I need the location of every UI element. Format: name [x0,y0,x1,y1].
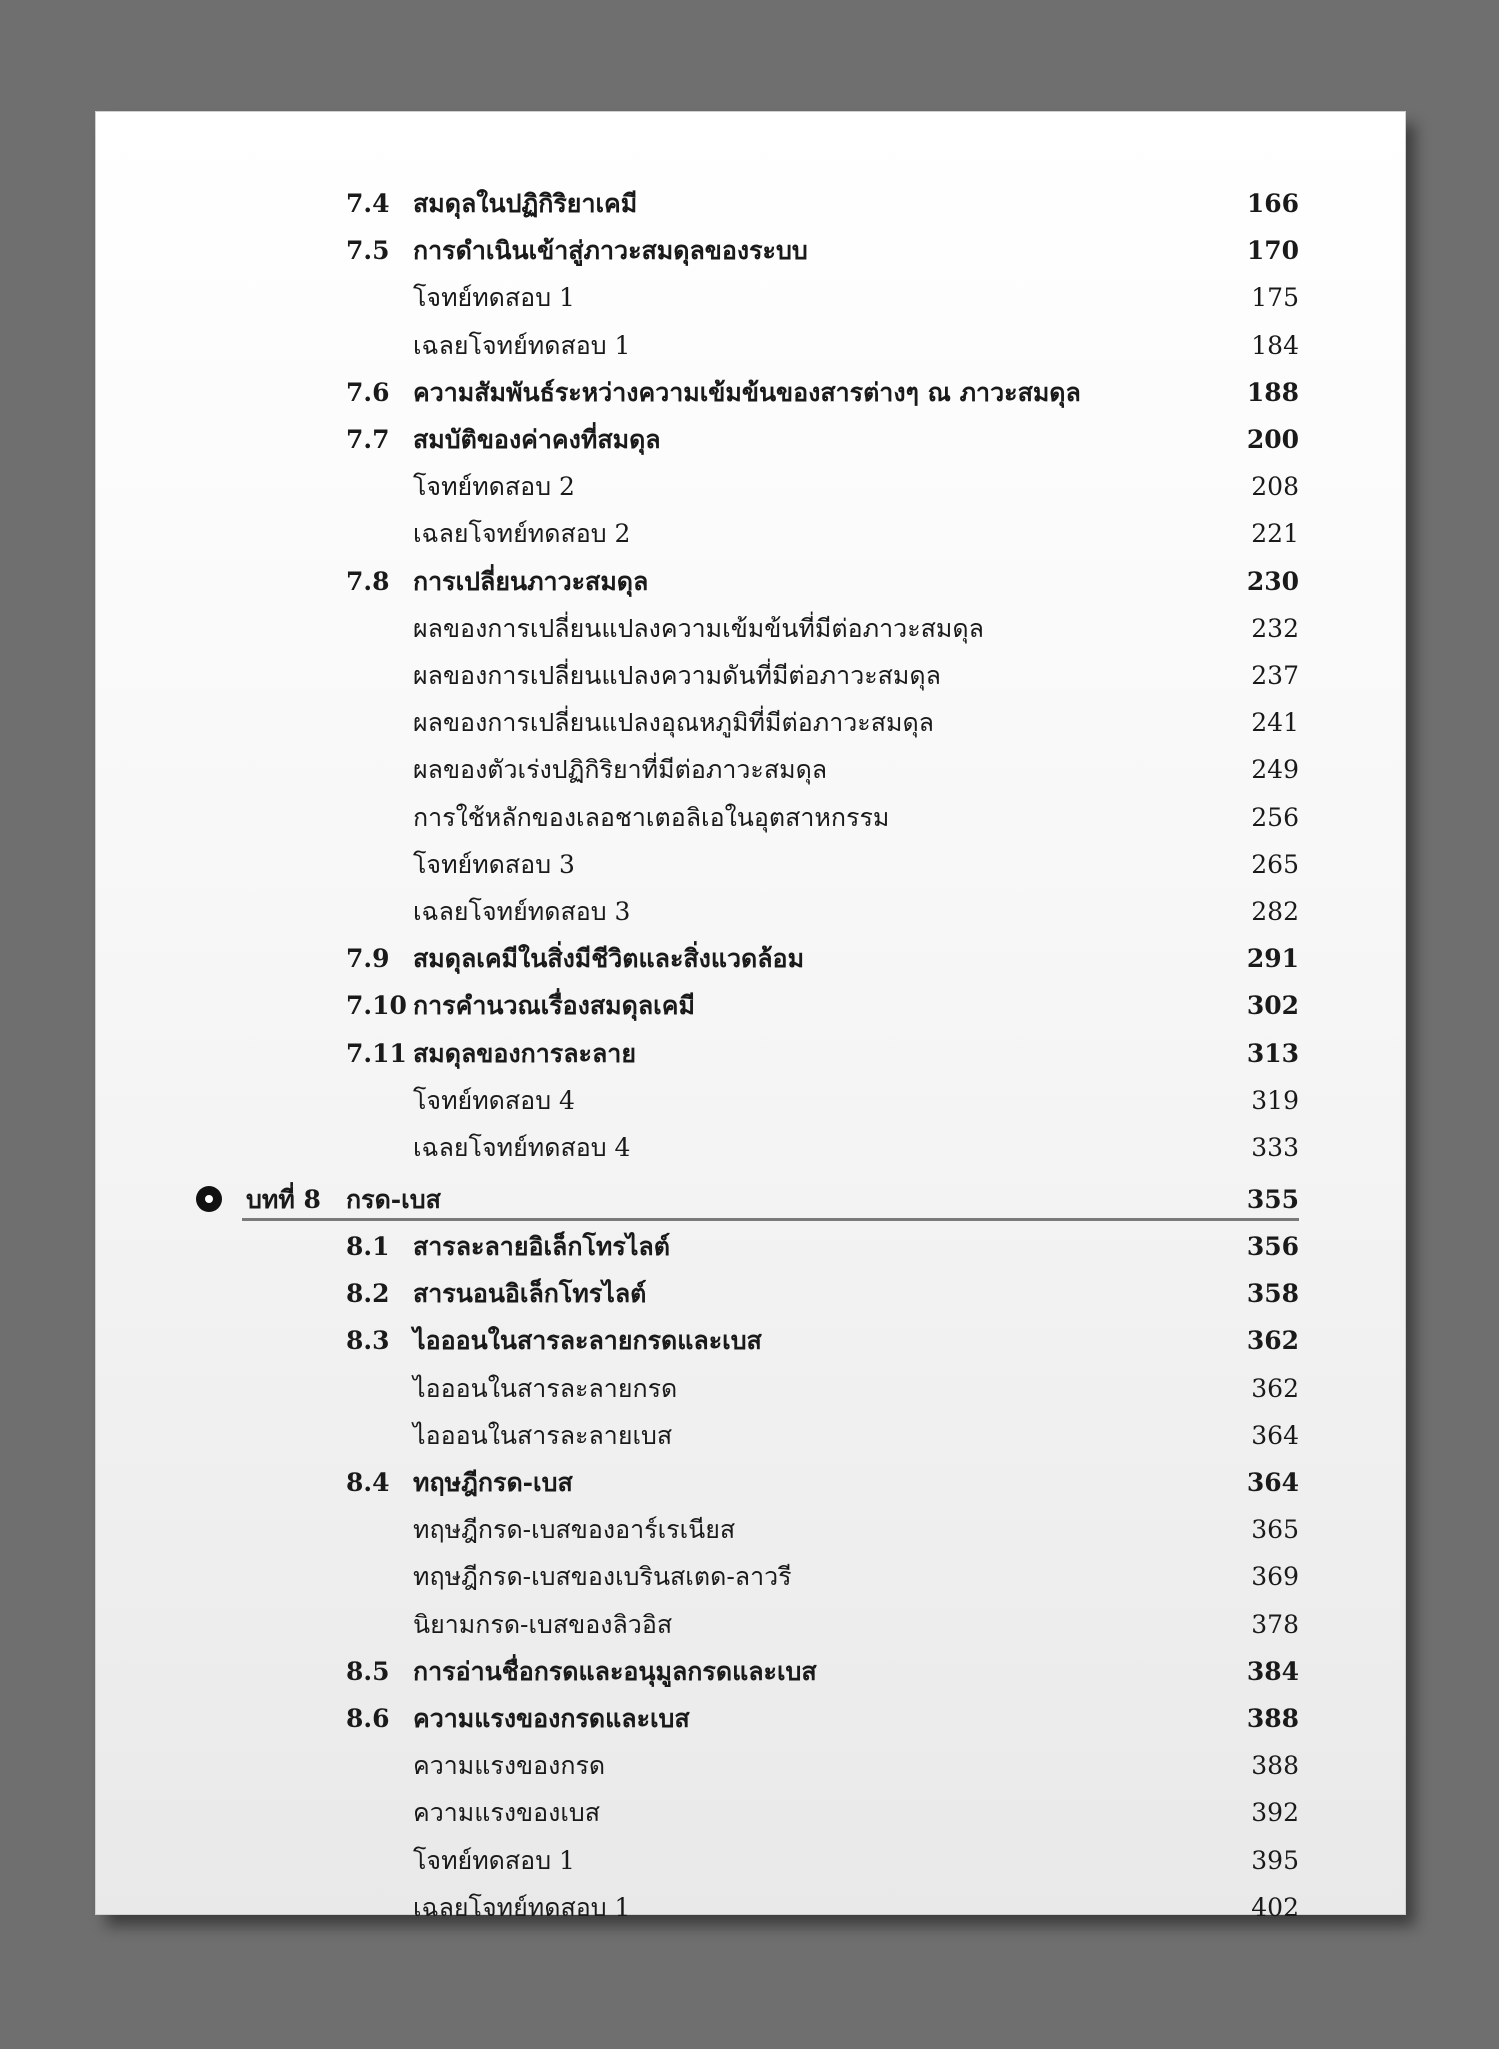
toc-entry [96,1601,1405,1648]
entry-page-number: 170 [1246,236,1299,266]
entry-title: ทฤษฎีกรด-เบสของอาร์เรเนียส [413,1515,736,1545]
entry-page-number: 241 [1251,708,1299,738]
section-number: 8.5 [346,1656,390,1686]
entry-page-number: 256 [1251,802,1299,832]
toc-entry [96,1884,1405,1931]
toc-entry [96,1223,1405,1270]
entry-title: ไอออนในสารละลายกรด [413,1373,678,1403]
toc-entry [96,841,1405,888]
toc-entry [96,652,1405,699]
toc-entry [96,510,1405,557]
entry-title: โจทย์ทดสอบ 3 [413,849,575,879]
toc-entry [96,1789,1405,1836]
section-number: 8.2 [346,1279,390,1309]
toc-entry [96,1317,1405,1364]
entry-page-number: 232 [1251,613,1299,643]
entry-page-number: 395 [1251,1845,1299,1875]
chapter-divider [242,1218,1299,1221]
toc-entry [96,888,1405,935]
section-number: 8.4 [346,1468,390,1497]
entry-title: ผลของตัวเร่งปฏิกิริยาที่มีต่อภาวะสมดุล [413,755,828,785]
toc-entry [96,416,1405,463]
entry-title: การใช้หลักของเลอชาเตอลิเอในอุตสาหกรรม [413,802,890,832]
entry-title: เฉลยโจทย์ทดสอบ 1 [413,1892,631,1922]
entry-page-number: 358 [1246,1279,1299,1309]
entry-page-number: 230 [1246,566,1299,596]
entry-title: ทฤษฎีกรด-เบสของเบรินสเตด-ลาวรี [413,1562,792,1592]
section-number: 7.5 [346,236,390,266]
entry-title: ความแรงของกรด [413,1751,606,1781]
section-number: 7.6 [346,377,390,407]
entry-title: การเปลี่ยนภาวะสมดุล [413,566,649,596]
section-number: 7.7 [346,425,390,454]
toc-entry [96,1553,1405,1600]
section-number: 7.4 [346,189,390,218]
section-number: 7.9 [346,944,390,974]
entry-page-number: 369 [1251,1562,1299,1592]
entry-title: เฉลยโจทย์ทดสอบ 2 [413,519,631,549]
entry-title: เฉลยโจทย์ทดสอบ 1 [413,330,631,360]
toc-entry [96,274,1405,321]
section-number: 7.10 [346,991,407,1021]
entry-title: ไอออนในสารละลายเบส [413,1420,673,1450]
entry-page-number: 333 [1251,1133,1299,1162]
chapter-heading [96,1176,1405,1223]
section-number: 8.1 [346,1232,390,1261]
entry-title: สารละลายอิเล็กโทรไลต์ [413,1232,670,1261]
entry-title: การคำนวณเรื่องสมดุลเคมี [413,991,695,1021]
entry-title: การอ่านชื่อกรดและอนุมูลกรดและเบส [413,1656,817,1686]
entry-title: โจทย์ทดสอบ 1 [413,1845,575,1875]
entry-title: ความสัมพันธ์ระหว่างความเข้มข้นของสารต่างๆ ณ ภาวะสมดุล [413,377,1081,407]
entry-page-number: 302 [1246,991,1299,1021]
entry-page-number: 313 [1246,1038,1299,1068]
toc-entry [96,1648,1405,1695]
entry-page-number: 362 [1246,1326,1299,1356]
entry-page-number: 402 [1251,1892,1299,1922]
toc-entry [96,369,1405,416]
toc-entry [96,1412,1405,1459]
entry-title: โจทย์ทดสอบ 4 [413,1085,575,1115]
toc-entry [96,605,1405,652]
entry-page-number: 319 [1251,1085,1299,1115]
entry-title: ผลของการเปลี่ยนแปลงอุณหภูมิที่มีต่อภาวะสมดุล [413,708,934,738]
section-number: 8.6 [346,1704,390,1733]
entry-page-number: 388 [1246,1704,1299,1733]
entry-page-number: 188 [1246,377,1299,407]
entry-page-number: 221 [1251,519,1299,549]
entry-title: ไอออนในสารละลายกรดและเบส [413,1326,762,1356]
toc-entry [96,1506,1405,1553]
toc-entry [96,1365,1405,1412]
entry-title: โจทย์ทดสอบ 2 [413,472,575,502]
chapter-bullet-icon [196,1186,222,1212]
toc-entry [96,322,1405,369]
toc-entry [96,1124,1405,1171]
toc-entry [96,982,1405,1029]
toc-entry [96,699,1405,746]
toc-entry [96,1030,1405,1077]
entry-title: โจทย์ทดสอบ 1 [413,283,575,313]
toc-entry [96,227,1405,274]
entry-page-number: 237 [1251,661,1299,690]
entry-title: สมบัติของค่าคงที่สมดุล [413,425,661,454]
toc-entry [96,1837,1405,1884]
entry-page-number: 166 [1246,189,1299,218]
entry-page-number: 364 [1246,1468,1299,1497]
entry-title: ความแรงของกรดและเบส [413,1704,690,1733]
entry-title: สมดุลเคมีในสิ่งมีชีวิตและสิ่งแวดล้อม [413,944,805,974]
entry-page-number: 392 [1251,1798,1299,1828]
entry-page-number: 291 [1246,944,1299,974]
entry-title: เฉลยโจทย์ทดสอบ 4 [413,1133,631,1162]
entry-page-number: 282 [1251,897,1299,926]
section-number: 7.11 [346,1038,407,1068]
chapter-label: บทที่ 8 [246,1185,321,1214]
entry-title: สมดุลของการละลาย [413,1038,636,1068]
entry-title: เฉลยโจทย์ทดสอบ 3 [413,897,631,926]
entry-title: สารนอนอิเล็กโทรไลต์ [413,1279,647,1309]
entry-page-number: 384 [1246,1656,1299,1686]
chapter-page-number: 355 [1246,1185,1299,1214]
entry-title: ความแรงของเบส [413,1798,601,1828]
toc-entry [96,1742,1405,1789]
toc-entry [96,1270,1405,1317]
toc-entry [96,746,1405,793]
entry-page-number: 208 [1251,472,1299,502]
entry-title: นิยามกรด-เบสของลิวอิส [413,1609,673,1639]
toc-page [96,112,1405,1922]
entry-page-number: 378 [1251,1609,1299,1639]
entry-page-number: 362 [1251,1373,1299,1403]
section-number: 8.3 [346,1326,390,1356]
entry-page-number: 175 [1251,283,1299,313]
entry-title: สมดุลในปฏิกิริยาเคมี [413,189,638,218]
entry-title: การดำเนินเข้าสู่ภาวะสมดุลของระบบ [413,236,808,266]
entry-page-number: 265 [1251,849,1299,879]
entry-title: ผลของการเปลี่ยนแปลงความดันที่มีต่อภาวะสมดุล [413,661,941,690]
section-number: 7.8 [346,566,390,596]
toc-entry [96,1077,1405,1124]
entry-page-number: 200 [1246,425,1299,454]
entry-title: ทฤษฎีกรด-เบส [413,1468,573,1497]
toc-entry [96,1459,1405,1506]
entry-page-number: 356 [1246,1232,1299,1261]
entry-page-number: 365 [1251,1515,1299,1545]
toc-entry [96,1695,1405,1742]
toc-entry [96,463,1405,510]
toc-entry [96,558,1405,605]
entry-page-number: 364 [1251,1420,1299,1450]
entry-page-number: 249 [1251,755,1299,785]
entry-title: ผลของการเปลี่ยนแปลงความเข้มข้นที่มีต่อภาวะสมดุล [413,613,984,643]
entry-page-number: 388 [1251,1751,1299,1781]
toc-entry [96,180,1405,227]
entry-page-number: 184 [1251,330,1299,360]
toc-entry [96,794,1405,841]
toc-entry [96,935,1405,982]
chapter-title: กรด-เบส [346,1185,441,1214]
